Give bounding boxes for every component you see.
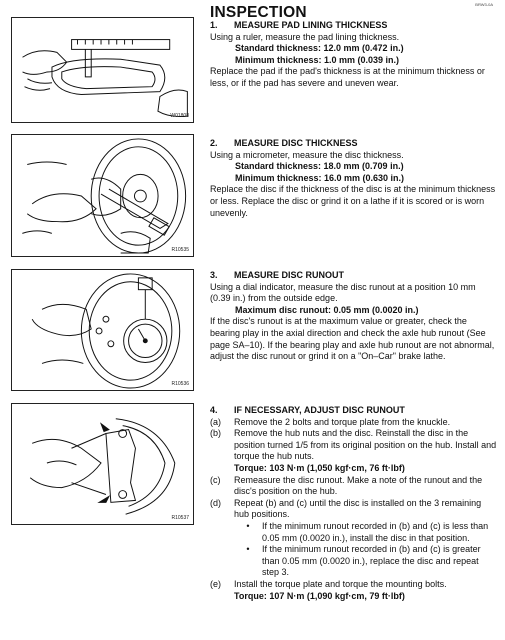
section-title: 2. MEASURE DISC THICKNESS bbox=[210, 138, 358, 148]
page-id: BRW3-0A bbox=[475, 2, 493, 7]
section-adjust-runout bbox=[210, 405, 498, 602]
torque-spec-e: Torque: 107 N·m (1,090 kgf·cm, 79 ft·lbf) bbox=[234, 590, 405, 601]
spec-minimum: Minimum thickness: 16.0 mm (0.630 in.) bbox=[235, 172, 405, 183]
step-d: (d) Repeat (b) and (c) until the disc is installed on the 3 remaining hub positions. bbox=[210, 497, 482, 520]
spec-minimum: Minimum thickness: 1.0 mm (0.039 in.) bbox=[235, 54, 400, 65]
ruler-pad-icon bbox=[12, 18, 193, 122]
section-body: Replace the disc if the thickness of the disc is at the minimum thickness or less. Replace the disc or grind it on a lathe if it is scored or is worn unevenly. bbox=[210, 184, 496, 218]
figure-code: R10537 bbox=[171, 515, 189, 521]
section-intro: Using a ruler, measure the pad lining thickness. bbox=[210, 31, 400, 42]
section-body: Replace the pad if the pad's thickness is at the minimum thickness or less, or if the pad has severe and uneven wear. bbox=[210, 66, 485, 88]
section-disc-runout bbox=[210, 270, 498, 363]
spec-standard: Standard thickness: 12.0 mm (0.472 in.) bbox=[235, 43, 404, 54]
section-title: 3. MEASURE DISC RUNOUT bbox=[210, 270, 345, 280]
figure-code: W01808 bbox=[170, 113, 189, 119]
section-body: If the disc's runout is at the maximum value or greater, check the bearing play in the axial direction and check the axle hub runout (See page SA–10). If the bearing play and axle hub runout are not abnormal, adjust the disc runout or grind it on a "On–Car" brake lathe. bbox=[210, 316, 495, 362]
figure-code: R10535 bbox=[171, 247, 189, 253]
figure-code: R10536 bbox=[171, 381, 189, 387]
spec-maximum: Maximum disc runout: 0.05 mm (0.0020 in.) bbox=[235, 304, 419, 315]
page-title: INSPECTION bbox=[210, 4, 307, 21]
section-title: 1. MEASURE PAD LINING THICKNESS bbox=[210, 20, 388, 30]
section-disc-thickness bbox=[210, 138, 498, 219]
figure-adjust-runout bbox=[11, 403, 194, 525]
torque-spec-b: Torque: 103 N·m (1,050 kgf·cm, 76 ft·lbf) bbox=[234, 462, 405, 473]
figure-disc-runout bbox=[11, 269, 194, 391]
micrometer-disc-icon bbox=[12, 135, 193, 256]
section-intro: Using a dial indicator, measure the disc runout at a position 10 mm (0.39 in.) from the outside edge. bbox=[210, 281, 476, 304]
figure-pad-measure bbox=[11, 17, 194, 123]
section-intro: Using a micrometer, measure the disc thickness. bbox=[210, 149, 404, 160]
step-e: (e) Install the torque plate and torque the mounting bolts. bbox=[210, 578, 447, 589]
spec-standard: Standard thickness: 18.0 mm (0.709 in.) bbox=[235, 161, 404, 172]
step-c: (c) Remeasure the disc runout. Make a note of the runout and the disc's position on the hub. bbox=[210, 474, 483, 497]
step-b: (b) Remove the hub nuts and the disc. Reinstall the disc in the position turned 1/5 from its original position on the hub. Install and torque the hub nuts. bbox=[210, 428, 497, 462]
bullet-item: • If the minimum runout recorded in (b) and (c) is less than 0.05 mm (0.0020 in.), install the disc in that position. bbox=[246, 520, 489, 543]
figure-disc-thickness bbox=[11, 134, 194, 257]
step-a: (a) Remove the 2 bolts and torque plate from the knuckle. bbox=[210, 416, 451, 427]
bullet-item: • If the minimum runout recorded in (b) and (c) is greater than 0.05 mm (0.0020 in.), replace the disc and repeat step 3. bbox=[246, 544, 481, 578]
dial-indicator-icon bbox=[12, 270, 193, 390]
section-pad-lining bbox=[210, 20, 498, 90]
section-title: 4. IF NECESSARY, ADJUST DISC RUNOUT bbox=[210, 405, 405, 415]
torque-plate-icon bbox=[12, 404, 193, 524]
